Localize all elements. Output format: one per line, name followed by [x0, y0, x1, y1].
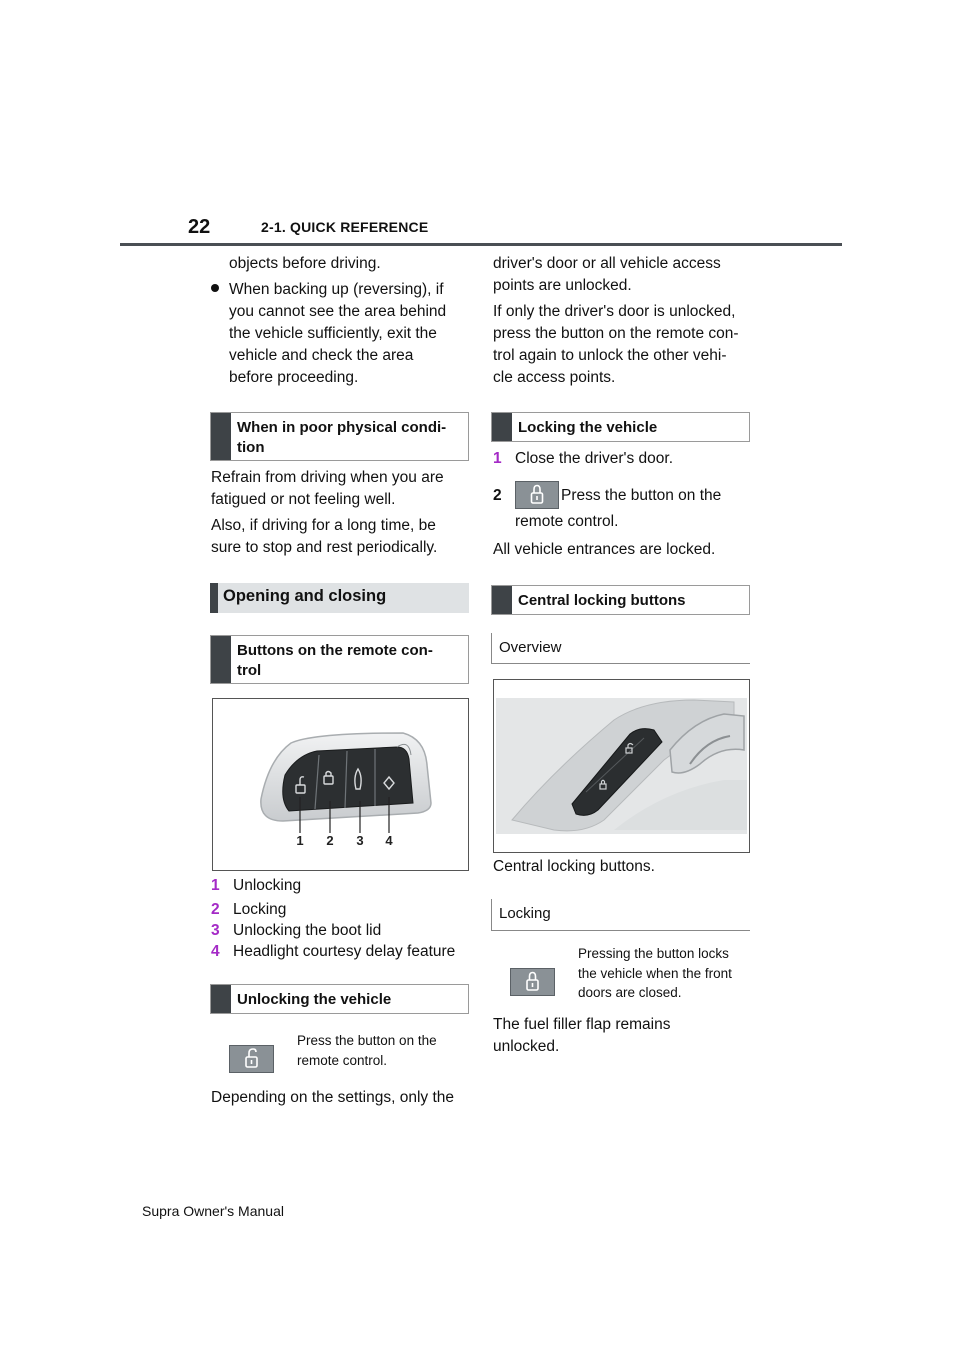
- text-line: the vehicle when the front: [578, 965, 732, 981]
- heading-line: tion: [237, 439, 265, 456]
- footer-manual-title: Supra Owner's Manual: [142, 1203, 284, 1219]
- legend-item: 2 Locking: [211, 901, 287, 918]
- heading-line: Buttons on the remote con-: [237, 642, 433, 659]
- fig-label: 2: [326, 833, 334, 848]
- step-2-text-cont: remote control.: [515, 513, 619, 530]
- subheading-locking: Locking: [491, 899, 750, 931]
- lock-button-icon-inline: [515, 481, 559, 509]
- fig-label: 4: [385, 833, 393, 848]
- text-line: trol again to unlock the other vehi-: [493, 347, 727, 364]
- unlock-note: [297, 1031, 437, 1070]
- heading-line: Unlocking the vehicle: [237, 991, 392, 1008]
- physical-paragraphs: [211, 467, 471, 559]
- step-2: 2: [493, 487, 502, 504]
- legend-item: 1 Unlocking: [211, 877, 302, 894]
- intro-continuation: [229, 253, 381, 275]
- central-locking-figure: [493, 679, 750, 853]
- text-line: you cannot see the area behind: [229, 303, 447, 320]
- text-line: Also, if driving for a long time, be: [211, 517, 436, 534]
- legend-item: 3 Unlocking the boot lid: [211, 922, 382, 939]
- text-line: driver's door or all vehicle access: [493, 255, 721, 272]
- heading-remote-buttons: [210, 635, 469, 684]
- unlock-button-icon: [229, 1045, 274, 1073]
- lock-note: [578, 944, 732, 1003]
- legend-item: 4 Headlight courtesy delay feature: [211, 943, 456, 960]
- text-line: before proceeding.: [229, 369, 359, 386]
- chapter-title: 2-1. QUICK REFERENCE: [261, 219, 429, 235]
- heading-central-locking: [491, 585, 750, 615]
- step-2-text: Press the button on the: [561, 487, 722, 504]
- heading-line: Central locking buttons: [518, 592, 686, 609]
- unlock-continuation: [493, 253, 763, 389]
- step-1: 1 Close the driver's door.: [493, 450, 674, 467]
- page-number: 22: [188, 216, 211, 238]
- depending-text: Depending on the settings, only the: [211, 1089, 455, 1106]
- key-fob-figure: [212, 698, 469, 871]
- text-line: If only the driver's door is unlocked,: [493, 303, 736, 320]
- figure-caption: Central locking buttons.: [493, 858, 655, 875]
- text-line: unlocked.: [493, 1038, 560, 1055]
- fuel-flap-text: [493, 1014, 670, 1058]
- all-locked-text: All vehicle entrances are locked.: [493, 541, 716, 558]
- lock-button-icon: [510, 968, 555, 996]
- section-opening-closing: [210, 583, 469, 613]
- text-line: the vehicle sufficiently, exit the: [229, 325, 437, 342]
- fob-legend: [211, 875, 481, 962]
- key-fob-illustration: [213, 699, 468, 870]
- heading-line: When in poor physical condi-: [237, 419, 447, 436]
- text-line: points are unlocked.: [493, 277, 632, 294]
- text-line: vehicle and check the area: [229, 347, 414, 364]
- bullet-icon: [211, 284, 219, 292]
- text-line: remote control.: [297, 1052, 388, 1068]
- heading-line: Locking the vehicle: [518, 419, 658, 436]
- subheading-overview: Overview: [491, 633, 750, 664]
- text-line: The fuel filler flap remains: [493, 1016, 671, 1033]
- text-line: objects before driving.: [229, 255, 381, 272]
- text-line: cle access points.: [493, 369, 616, 386]
- section-title: Opening and closing: [223, 587, 387, 605]
- door-panel-illustration: [494, 680, 749, 852]
- header-rule: [120, 243, 842, 246]
- text-line: press the button on the remote con-: [493, 325, 739, 342]
- heading-physical-condition: [210, 412, 469, 461]
- heading-locking-vehicle: [491, 412, 750, 442]
- fig-label: 1: [296, 833, 304, 848]
- fig-label: 3: [356, 833, 364, 848]
- text-line: fatigued or not feeling well.: [211, 491, 396, 508]
- text-line: doors are closed.: [578, 985, 682, 1000]
- heading-line: trol: [237, 662, 262, 679]
- text-line: sure to stop and rest periodically.: [211, 539, 438, 556]
- text-line: When backing up (reversing), if: [229, 281, 444, 298]
- text-line: Press the button on the: [297, 1033, 437, 1048]
- text-line: Pressing the button locks: [578, 946, 729, 961]
- heading-unlocking-vehicle: [210, 984, 469, 1014]
- text-line: Refrain from driving when you are: [211, 469, 444, 486]
